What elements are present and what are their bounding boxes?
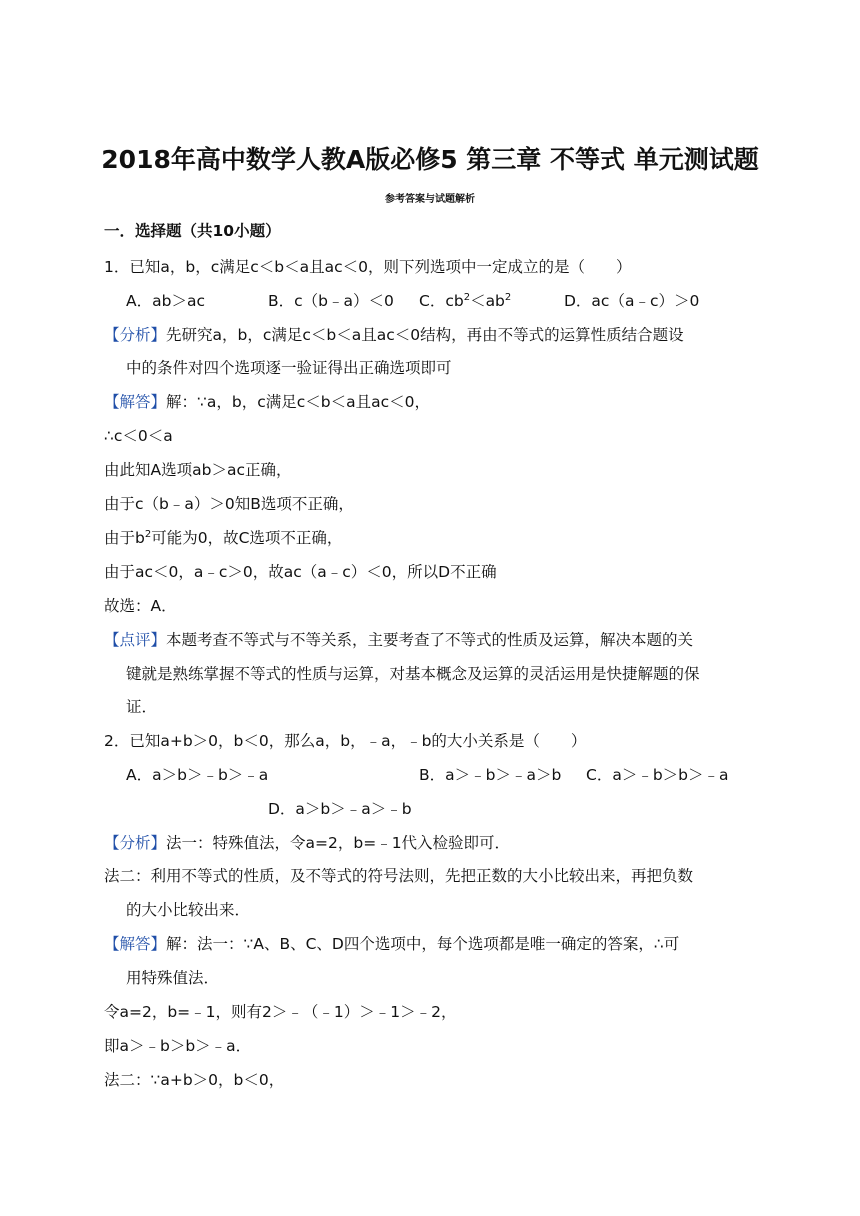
q1-option-a: A．ab＞ac	[126, 292, 205, 310]
q2-analysis-line-1: 【分析】法一：特殊值法，令a=2，b=﹣1代入检验即可．	[104, 834, 511, 852]
q1-step-4: 由于$b^2$可能为0，故C选项不正确，	[104, 529, 343, 547]
q2-answer-line-2: 用特殊值法．	[126, 969, 220, 987]
q2-step-3: 法二：∵a+b＞0，b＜0，	[104, 1071, 285, 1089]
answer-label: 【解答】	[104, 935, 167, 953]
section-heading: 一．选择题（共10小题）	[104, 222, 281, 240]
q1-step-2: 由此知A选项ab＞ac正确，	[104, 461, 292, 479]
q2-analysis-line-2: 法二：利用不等式的性质，及不等式的符号法则，先把正数的大小比较出来，再把负数	[104, 867, 694, 885]
q1-option-d: D．ac（a﹣c）＞0	[564, 292, 700, 310]
analysis-label: 【分析】	[104, 834, 167, 852]
q2-option-c: C．a＞﹣b＞b＞﹣a	[586, 766, 729, 784]
q2-step-2: 即a＞﹣b＞b＞﹣a．	[104, 1037, 252, 1055]
q1-answer-line-1: 【解答】解：∵a，b，c满足c＜b＜a且ac＜0，	[104, 393, 430, 411]
document-title: 2018年高中数学人教A版必修5 第三章 不等式 单元测试题	[101, 145, 759, 174]
q1-analysis-line-2: 中的条件对四个选项逐一验证得出正确选项即可	[126, 359, 452, 377]
q1-comment-line-2: 键就是熟练掌握不等式的性质与运算，对基本概念及运算的灵活运用是快捷解题的保	[126, 665, 700, 683]
q2-option-d: D．a＞b＞﹣a＞﹣b	[268, 800, 412, 818]
q1-comment-line-1: 【点评】本题考查不等式与不等关系，主要考查了不等式的性质及运算，解决本题的关	[104, 631, 694, 649]
q2-step-1: 令a=2，b=﹣1，则有2＞﹣（﹣1）＞﹣1＞﹣2，	[104, 1003, 457, 1021]
comment-label: 【点评】	[104, 631, 167, 649]
q2-question: 2．已知a+b＞0，b＜0，那么a，b，﹣a，﹣b的大小关系是（ ）	[104, 732, 587, 750]
q1-step-3: 由于c（b﹣a）＞0知B选项不正确，	[104, 495, 354, 513]
document-subtitle: 参考答案与试题解析	[385, 194, 475, 205]
q1-question: 1．已知a，b，c满足c＜b＜a且ac＜0，则下列选项中一定成立的是（ ）	[104, 258, 632, 276]
answer-label: 【解答】	[104, 393, 167, 411]
q2-analysis-line-3: 的大小比较出来．	[126, 901, 251, 919]
q1-comment-line-3: 证．	[126, 698, 158, 716]
q1-step-5: 由于ac＜0，a﹣c＞0，故ac（a﹣c）＜0，所以D不正确	[104, 563, 497, 581]
analysis-label: 【分析】	[104, 326, 167, 344]
q1-analysis-line-1: 【分析】先研究a，b，c满足c＜b＜a且ac＜0结构，再由不等式的运算性质结合题设	[104, 326, 684, 344]
q1-option-b: B．c（b﹣a）＜0	[268, 292, 394, 310]
q2-option-b: B．a＞﹣b＞﹣a＞b	[419, 766, 562, 784]
q2-option-a: A．a＞b＞﹣b＞﹣a	[126, 766, 269, 784]
q2-answer-line-1: 【解答】解：法一：∵A、B、C、D四个选项中，每个选项都是唯一确定的答案，∴可	[104, 935, 680, 953]
q1-step-6: 故选：A．	[104, 597, 177, 615]
q1-option-c: C．$cb^2<ab^2$	[419, 292, 512, 310]
q1-step-1: ∴c＜0＜a	[104, 427, 173, 445]
